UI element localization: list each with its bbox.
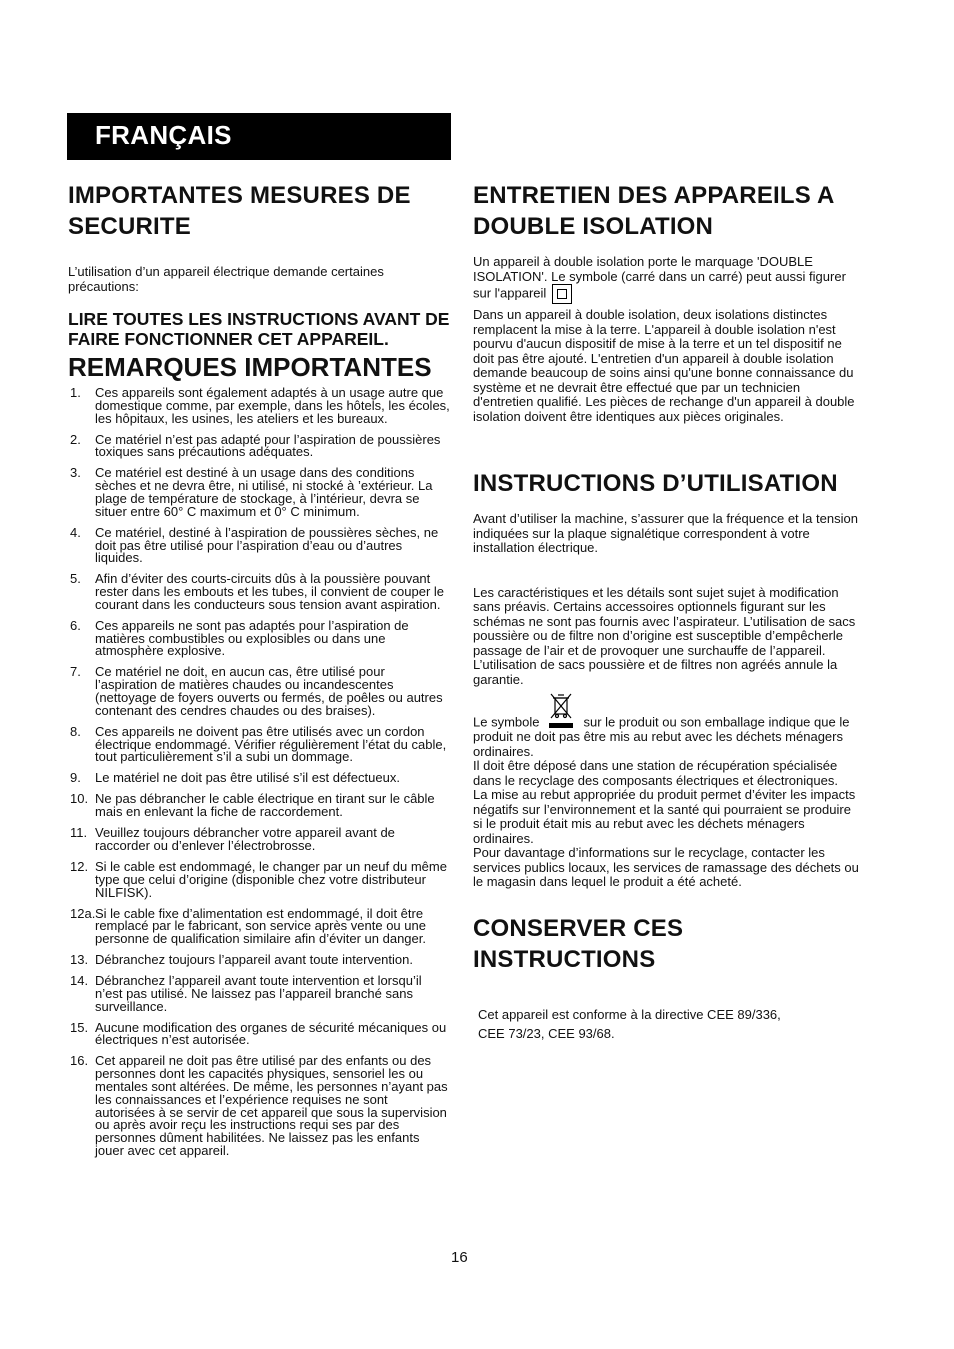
remark-item bbox=[68, 905, 450, 947]
read-instructions-warning: LIRE TOUTES LES INSTRUCTIONS AVANT DE FAIRE FONCTIONNER CET APPAREIL. bbox=[68, 309, 450, 349]
remarks-list bbox=[68, 387, 450, 1158]
remark-item bbox=[68, 467, 450, 518]
remark-number: 13. bbox=[70, 952, 89, 968]
utilisation-title: INSTRUCTIONS D’UTILISATION bbox=[473, 470, 838, 497]
safety-intro: L’utilisation d’un appareil électrique demande certaines précautions: bbox=[68, 264, 384, 294]
remark-item bbox=[68, 431, 450, 460]
remark-text: Afin d’éviter des courts-circuits dûs à la poussière pouvant rester dans les embouts et les tubes, il convient de couper le courant dans les conducteurs sous tension avant aspiration. bbox=[95, 571, 445, 612]
remark-number: 5. bbox=[70, 571, 81, 587]
remark-item bbox=[68, 1019, 450, 1048]
left-column bbox=[68, 180, 450, 1166]
remark-number: 3. bbox=[70, 465, 81, 481]
remark-text: Ces appareils sont également adaptés à un usage autre que domestique comme, par exemple, dans les hôtels, les écoles, les hôpitaux, les usines, les ateliers et les bureaux. bbox=[95, 385, 450, 426]
remark-item bbox=[68, 387, 450, 425]
conformity-statement: Cet appareil est conforme à la directive CEE 89/336, CEE 73/23, CEE 93/68. bbox=[478, 1006, 781, 1041]
remark-text: Ce matériel ne doit, en aucun cas, être utilisé pour l’aspiration de matières chaudes ou incandescentes (nettoyage de foyers ouverts ou fermés, de poêles ou autres contenant des cendres chaudes ou des braises). bbox=[95, 664, 443, 718]
remark-item bbox=[68, 573, 450, 611]
weee-paragraph-3: La mise au rebut appropriée du produit permet d’éviter les impacts négatifs sur l’environnement et la santé qui pourraient se produire si le produit était mis au rebut avec les déchets ménagers ordinaires. bbox=[473, 787, 856, 846]
weee-paragraph-1: Le symbole sur le produit ou son emballage indique que le produit ne doit pas être mis au rebut avec les déchets ménagers ordinaires. bbox=[473, 690, 863, 759]
safety-title: IMPORTANTES MESURES DE SECURITE bbox=[68, 182, 411, 240]
remark-text: Veuillez toujours débrancher votre appareil avant de raccorder ou d’enlever l’électrobrosse. bbox=[95, 825, 395, 853]
entretien-paragraph-2: Dans un appareil à double isolation, deux isolations distinctes remplacent la mise à la terre. L'appareil à double isolation n'est pourvu d'aucun dispositif de mise à la terre et un tel dispositif ne doit pas être ajouté. L'entretien d'un appareil à double isolation demande beaucoup de soins ainsi qu'une bonne connaissance du système et ne devrait être effectué que par un technicien d'entretien qualifié. Les pièces de rechange d'un appareil à double isolation doivent être identiques aux pièces originales. bbox=[473, 307, 855, 424]
remark-number: 6. bbox=[70, 617, 81, 633]
entretien-title: ENTRETIEN DES APPAREILS A DOUBLE ISOLATION bbox=[473, 182, 834, 240]
entretien-paragraph-1: Un appareil à double isolation porte le marquage 'DOUBLE ISOLATION'. Le symbole (carré dans un carré) peut aussi figurer sur l'appareil bbox=[473, 255, 863, 304]
remark-number: 8. bbox=[70, 723, 81, 739]
remark-text: Ce matériel n’est pas adapté pour l’aspiration de poussières toxiques sans précautions adéquates. bbox=[95, 431, 441, 460]
remark-item bbox=[68, 666, 450, 717]
remark-item bbox=[68, 793, 450, 819]
remark-text: Ces appareils ne doivent pas être utilisés avec un cordon électrique endommagé. Vérifier régulièrement l’état du cable, tout particulièrement s’il a subi un dommage. bbox=[95, 723, 447, 765]
remark-number: 4. bbox=[70, 524, 81, 540]
remark-text: Aucune modification des organes de sécurité mécaniques ou électriques n’est autorisée. bbox=[95, 1019, 447, 1048]
remark-item bbox=[68, 524, 450, 566]
right-column bbox=[473, 180, 863, 1043]
remark-number: 9. bbox=[70, 770, 81, 786]
double-insulation-icon bbox=[552, 284, 572, 304]
remark-item bbox=[68, 617, 450, 659]
utilisation-paragraph-1: Avant d’utiliser la machine, s’assurer que la fréquence et la tension indiquées sur la plaque signalétique correspondent à votre installation électrique. bbox=[473, 511, 858, 555]
remark-number: 14. bbox=[70, 973, 89, 989]
remark-text: Débranchez l’appareil avant toute intervention et lorsqu’il n’est pas utilisé. Ne laissez pas l’appareil branché sans surveillance. bbox=[95, 973, 422, 1014]
remark-number: 12a. bbox=[70, 905, 96, 921]
crossed-bin-icon bbox=[547, 690, 575, 730]
remark-item bbox=[68, 954, 450, 967]
page-number: 16 bbox=[451, 1249, 468, 1266]
weee-paragraph-4: Pour davantage d’informations sur le recyclage, contacter les services publics locaux, les services de ramassage des déchets ou le magasin dans lequel le produit a été acheté. bbox=[473, 845, 859, 889]
remark-item bbox=[68, 975, 450, 1013]
remark-text: Si le cable est endommagé, le changer par un neuf du même type que celui d’origine (disponible chez votre distributeur NILFISK). bbox=[95, 858, 447, 900]
remark-text: Si le cable fixe d’alimentation est endommagé, il doit être remplacé par le fabricant, son service après vente ou une personne de qualification similaire afin d’éviter un danger. bbox=[95, 905, 426, 947]
remark-item bbox=[68, 772, 450, 785]
remarques-title: REMARQUES IMPORTANTES bbox=[68, 352, 432, 382]
remark-text: Ce matériel, destiné à l’aspiration de poussières sèches, ne doit pas être utilisé pour l’aspiration d’eau ou d’autres liquides. bbox=[95, 524, 439, 566]
utilisation-paragraph-2: Les caractéristiques et les détails sont sujet sujet à modification sans préavis. Certains accessoires optionnels figurant sur les schémas ne sont pas fournis avec l’aspirateur. L’utilisation de sacs poussière ou de filtre non d’origine est susceptible d’empêcherle passage de l’air et de provoquer une surchauffe de l’appareil. L’utilisation de sacs poussière et de filtres non agréés annule la garantie. bbox=[473, 584, 856, 687]
remark-number: 10. bbox=[70, 791, 89, 807]
remark-number: 1. bbox=[70, 385, 81, 400]
remark-text: Le matériel ne doit pas être utilisé s’il est défectueux. bbox=[95, 770, 400, 786]
conserver-title: CONSERVER CES INSTRUCTIONS bbox=[473, 914, 684, 973]
language-header bbox=[67, 113, 451, 160]
remark-text: Cet appareil ne doit pas être utilisé par des enfants ou des personnes dont les capacités physiques, sensoriel les ou mentales sont altérées. De même, les personnes n’ayant pas les connaissances et l’expérience requises ne sont autorisées à se servir de cet appareil que sous la supervision ou après avoir reçu les instructions requi ses par des personnes dûment habilitées. Ne laissez pas les enfants jouer avec cet appareil. bbox=[95, 1053, 448, 1159]
remark-number: 7. bbox=[70, 664, 81, 680]
remark-text: Ce matériel est destiné à un usage dans des conditions sèches et ne devra être, ni utilisé, ni stocké à ’extérieur. La plage de température de stockage, à l’intérieur, devra se situer entre 60° C maximum et 0° C minimum. bbox=[95, 465, 433, 519]
remark-number: 12. bbox=[70, 858, 89, 874]
remark-item bbox=[68, 723, 450, 765]
remark-text: Débranchez toujours l’appareil avant toute intervention. bbox=[95, 952, 413, 968]
remark-text: Ces appareils ne sont pas adaptés pour l’aspiration de matières combustibles ou explosibles ou dans une atmosphère explosive. bbox=[95, 617, 409, 659]
remark-item bbox=[68, 827, 450, 853]
remark-item bbox=[68, 858, 450, 900]
remark-text: Ne pas débrancher le cable électrique en tirant sur le câble mais en enlevant la fiche de raccordement. bbox=[95, 791, 435, 820]
remark-number: 11. bbox=[70, 825, 88, 841]
remark-number: 2. bbox=[70, 431, 81, 447]
weee-paragraph-2: Il doit être déposé dans une station de récupération spécialisée dans le recyclage des composants électriques et électroniques. bbox=[473, 758, 838, 788]
remark-item bbox=[68, 1055, 450, 1157]
remark-number: 15. bbox=[70, 1019, 89, 1035]
remark-number: 16. bbox=[70, 1053, 89, 1069]
language-label: FRANÇAIS bbox=[95, 120, 232, 150]
